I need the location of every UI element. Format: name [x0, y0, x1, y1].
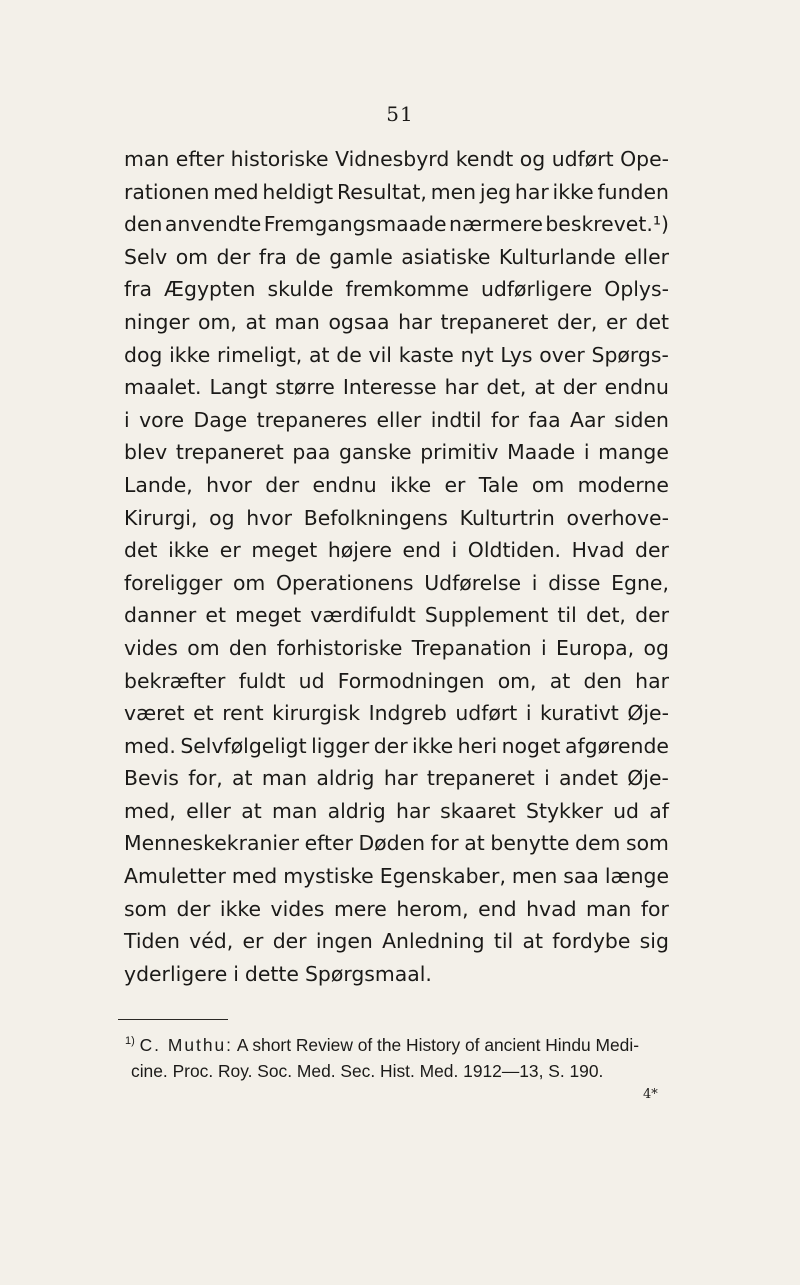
body-paragraph [124, 143, 669, 990]
footnote-line-1 [125, 1032, 685, 1058]
footnote-marker: 1) [125, 1035, 135, 1048]
text-line: man efter historiske Vidnesbyrd kendt og udført Ope- [124, 147, 669, 171]
footnote-title: A short Review of the History of ancient Hindu Medi- [236, 1035, 639, 1055]
text-line: Kirurgi, og hvor Befolkningens Kulturtrin overhove- [124, 505, 669, 530]
text-line: rationen med heldigt Resultat, men jeg har ikke funden [124, 179, 669, 204]
page-number: 51 [386, 102, 414, 126]
text-line: dog ikke rimeligt, at de vil kaste nyt Lys over Spørgs- [124, 342, 669, 367]
text-line: maalet. Langt større Interesse har det, at der endnu [124, 375, 669, 400]
text-line: yderligere i dette Spørgsmaal. [124, 961, 432, 986]
text-line: Selv om der fra de gamle asiatiske Kulturlande eller [124, 244, 669, 269]
text-line: været et rent kirurgisk Indgreb udført i kurativt Øje- [124, 701, 669, 726]
text-line: det ikke er meget højere end i Oldtiden. Hvad der [124, 538, 669, 563]
text-line: foreligger om Operationens Udførelse i disse Egne, [124, 570, 669, 595]
footnote-rule [118, 1019, 228, 1020]
text-line: med. Selvfølgeligt ligger der ikke heri noget afgørende [124, 733, 669, 758]
footnote-author: C. Muthu: [139, 1035, 234, 1055]
text-line: ninger om, at man ogsaa har trepaneret der, er det [124, 309, 669, 334]
signature-mark: 4* [643, 1087, 658, 1102]
text-line: Lande, hvor der endnu ikke er Tale om moderne [124, 472, 669, 497]
text-line: danner et meget værdifuldt Supplement til det, der [124, 603, 669, 628]
text-line: den anvendte Fremgangsmaade nærmere beskrevet.¹) [124, 212, 669, 237]
text-line: Tiden véd, er der ingen Anledning til at fordybe sig [124, 929, 669, 954]
text-line: bekræfter fuldt ud Formodningen om, at den har [124, 668, 669, 693]
text-line: blev trepaneret paa ganske primitiv Maade i mange [124, 440, 669, 465]
footnote [125, 1032, 685, 1084]
text-line: Menneskekranier efter Døden for at benytte dem som [124, 831, 669, 856]
text-line: som der ikke vides mere herom, end hvad man for [124, 896, 669, 921]
text-line: vides om den forhistoriske Trepanation i Europa, og [124, 635, 669, 660]
text-line: Amuletter med mystiske Egenskaber, men saa længe [124, 864, 669, 889]
text-line: i vore Dage trepaneres eller indtil for faa Aar siden [124, 407, 669, 432]
text-line: fra Ægypten skulde fremkomme udførligere Oplys- [124, 277, 669, 302]
footnote-line-2: cine. Proc. Roy. Soc. Med. Sec. Hist. Med. 1912—13, S. 190. [131, 1061, 604, 1081]
text-line: med, eller at man aldrig har skaaret Stykker ud af [124, 798, 669, 823]
text-line: Bevis for, at man aldrig har trepaneret i andet Øje- [124, 766, 669, 791]
